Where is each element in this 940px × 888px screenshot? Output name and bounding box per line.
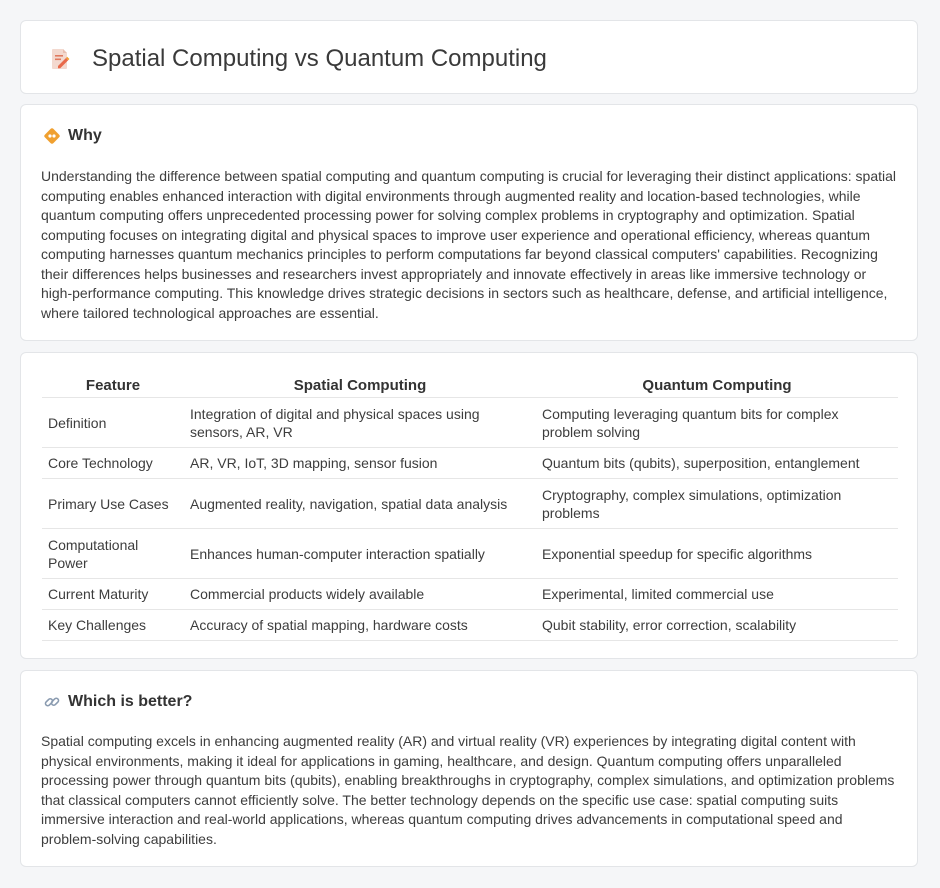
row-quantum: Exponential speedup for specific algorithms [536, 529, 898, 579]
row-feature: Core Technology [42, 448, 184, 479]
why-section [20, 104, 918, 341]
table-row [42, 610, 898, 641]
comparison-table [42, 373, 898, 641]
row-quantum: Experimental, limited commercial use [536, 579, 898, 610]
better-heading: Which is better? [68, 693, 193, 710]
better-text: Spatial computing excels in enhancing augmented reality (AR) and virtual reality (VR) experiences by integrating digital content with physical environments, making it ideal for applications in gaming, healthcare, and design. Quantum computing offers unparalleled processing power through quantum bits (qubits), enabling breakthroughs in cryptography, complex simulations, and optimization problems that classical computers cannot efficiently solve. The better technology depends on the specific use case: spatial computing suits immersive interaction and real-world applications, whereas quantum computing drives advancements in computational speed and problem-solving capabilities. [41, 733, 895, 847]
table-row [42, 398, 898, 448]
row-spatial: Commercial products widely available [184, 579, 536, 610]
comparison-section [20, 352, 918, 659]
row-quantum: Computing leveraging quantum bits for complex problem solving [536, 398, 898, 448]
row-feature: Primary Use Cases [42, 479, 184, 529]
table-row [42, 529, 898, 579]
document-pencil-icon [48, 47, 72, 71]
lightbulb-diamond-icon [43, 127, 61, 145]
why-heading-row [43, 127, 102, 145]
row-spatial: Augmented reality, navigation, spatial data analysis [184, 479, 536, 529]
header-quantum: Quantum Computing [536, 373, 898, 398]
why-heading: Why [68, 127, 102, 144]
row-spatial: Accuracy of spatial mapping, hardware costs [184, 610, 536, 641]
table-row [42, 448, 898, 479]
table-header-row [42, 373, 898, 398]
row-feature: Key Challenges [42, 610, 184, 641]
header-spatial: Spatial Computing [184, 373, 536, 398]
row-spatial: Enhances human-computer interaction spatially [184, 529, 536, 579]
row-spatial: Integration of digital and physical spaces using sensors, AR, VR [184, 398, 536, 448]
link-icon [43, 693, 61, 711]
table-row [42, 579, 898, 610]
row-quantum: Cryptography, complex simulations, optimization problems [536, 479, 898, 529]
better-heading-row [43, 693, 192, 711]
better-section [20, 670, 918, 867]
why-text: Understanding the difference between spatial computing and quantum computing is crucial for leveraging their distinct applications: spatial computing enables enhanced interaction with digital environments through augmented reality and location-based technologies, while quantum computing offers unprecedented processing power for solving complex problems in cryptography and optimization. Spatial computing focuses on integrating digital and physical spaces to improve user experience and operational efficiency, whereas quantum computing harnesses quantum mechanics principles to perform computations far beyond classical computers' capabilities. Recognizing their differences helps businesses and researchers invest appropriately and innovate effectively in areas like immersive technology or high-performance computing. This knowledge drives strategic decisions in sectors such as healthcare, defense, and artificial intelligence, where tailored technological approaches are essential. [41, 168, 897, 321]
header-feature: Feature [42, 373, 184, 398]
title-card [20, 20, 918, 94]
row-feature: Definition [42, 398, 184, 448]
row-quantum: Quantum bits (qubits), superposition, entanglement [536, 448, 898, 479]
table-row [42, 479, 898, 529]
row-feature: Computational Power [42, 529, 184, 579]
row-spatial: AR, VR, IoT, 3D mapping, sensor fusion [184, 448, 536, 479]
page-title: Spatial Computing vs Quantum Computing [92, 45, 547, 72]
row-feature: Current Maturity [42, 579, 184, 610]
row-quantum: Qubit stability, error correction, scalability [536, 610, 898, 641]
